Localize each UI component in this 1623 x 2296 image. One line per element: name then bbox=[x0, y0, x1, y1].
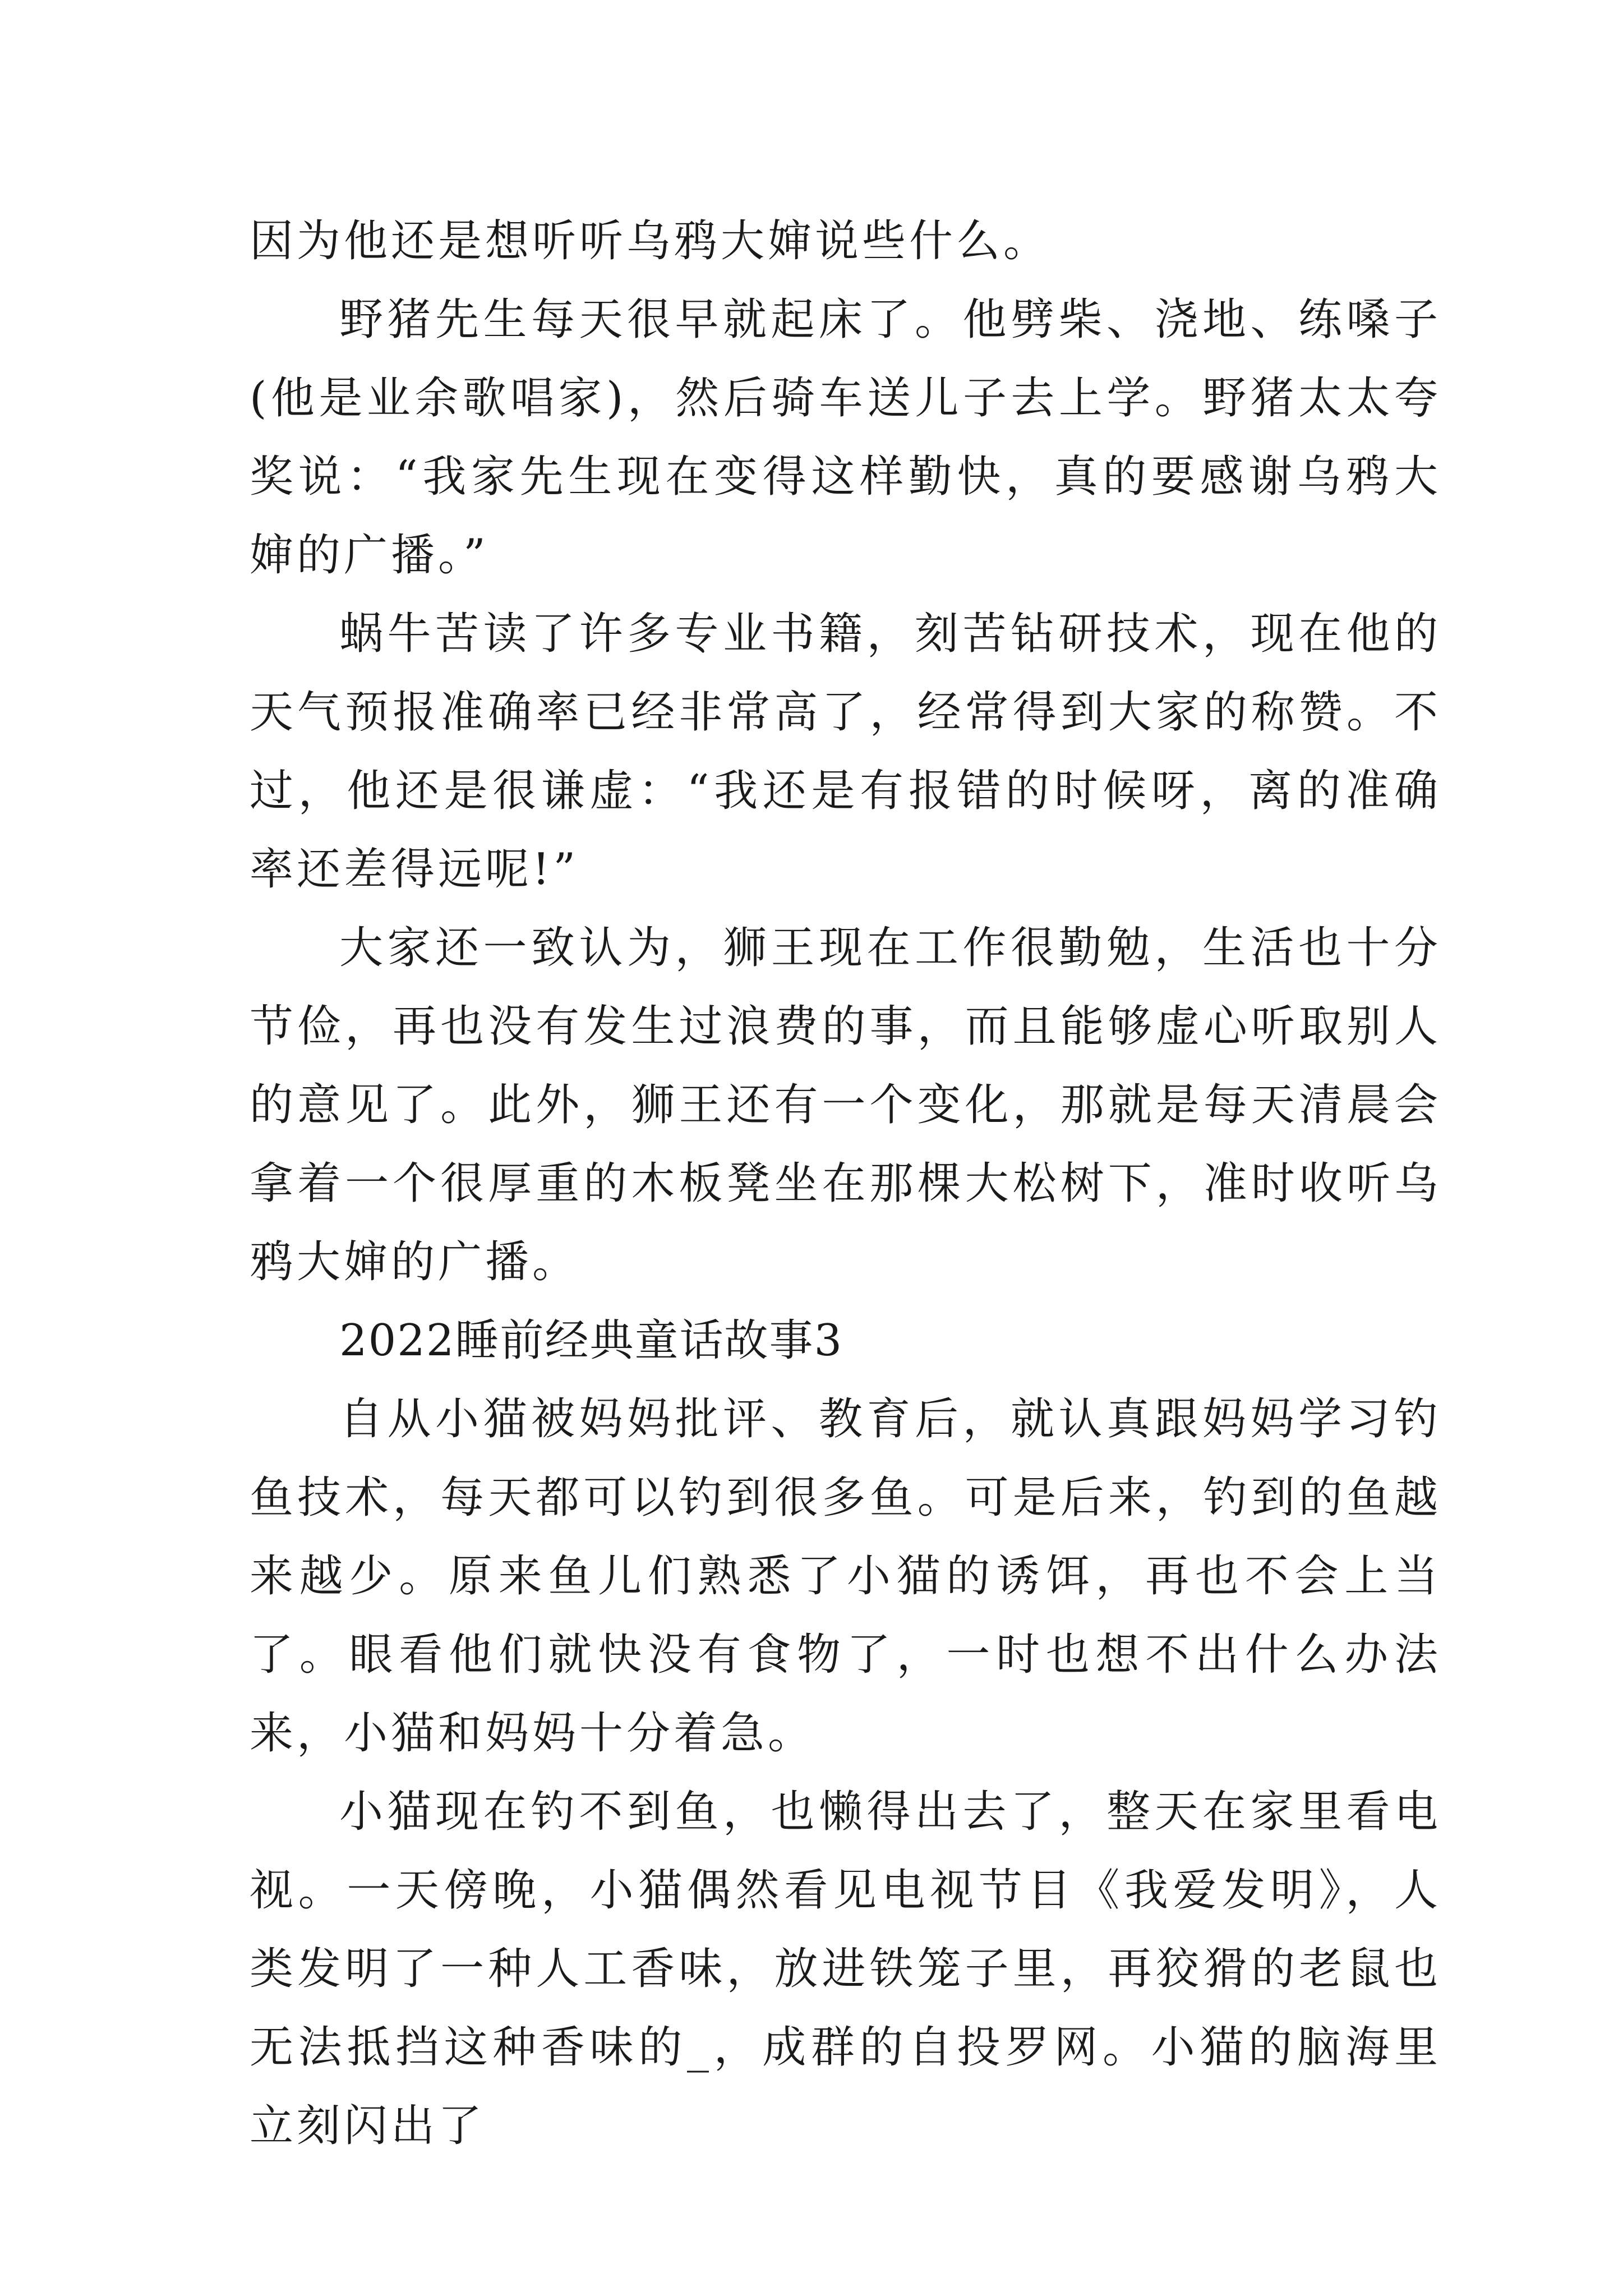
paragraph-kitten-tv: 小猫现在钓不到鱼，也懒得出去了，整天在家里看电视。一天傍晚，小猫偶然看见电视节目《我爱发明》，人类发明了一种人工香味，放进铁笼子里，再狡猾的老鼠也无法抵挡这种香味的_，成群的自投罗网。小猫的脑海里立刻闪出了 bbox=[250, 1787, 1441, 2151]
paragraph-crow-aunt-ending: 因为他还是想听听乌鸦大婶说些什么。 bbox=[250, 216, 1051, 266]
paragraph-lion-king: 大家还一致认为，狮王现在工作很勤勉，生活也十分节俭，再也没有发生过浪费的事，而且能够虚心听取别人的意见了。此外，狮王还有一个变化，那就是每天清晨会拿着一个很厚重的木板凳坐在那棵大松树下，准时收听乌鸦大婶的广播。 bbox=[250, 923, 1441, 1287]
paragraph-wild-boar: 野猪先生每天很早就起床了。他劈柴、浇地、练嗓子(他是业余歌唱家)，然后骑车送儿子去上学。野猪太太夸奖说：“我家先生现在变得这样勤快，真的要感谢乌鸦大婶的广播。” bbox=[250, 295, 1441, 581]
section-heading: 2022睡前经典童话故事3 bbox=[339, 1315, 843, 1366]
paragraph-snail: 蜗牛苦读了许多专业书籍，刻苦钻研技术，现在他的天气预报准确率已经非常高了，经常得到大家的称赞。不过，他还是很谦虚：“我还是有报错的时候呀，离的准确率还差得远呢!” bbox=[250, 609, 1441, 895]
document-body bbox=[250, 202, 1441, 2165]
paragraph-kitten-fishing: 自从小猫被妈妈批评、教育后，就认真跟妈妈学习钓鱼技术，每天都可以钓到很多鱼。可是后来，钓到的鱼越来越少。原来鱼儿们熟悉了小猫的诱饵，再也不会上当了。眼看他们就快没有食物了，一时也想不出什么办法来，小猫和妈妈十分着急。 bbox=[250, 1394, 1441, 1759]
